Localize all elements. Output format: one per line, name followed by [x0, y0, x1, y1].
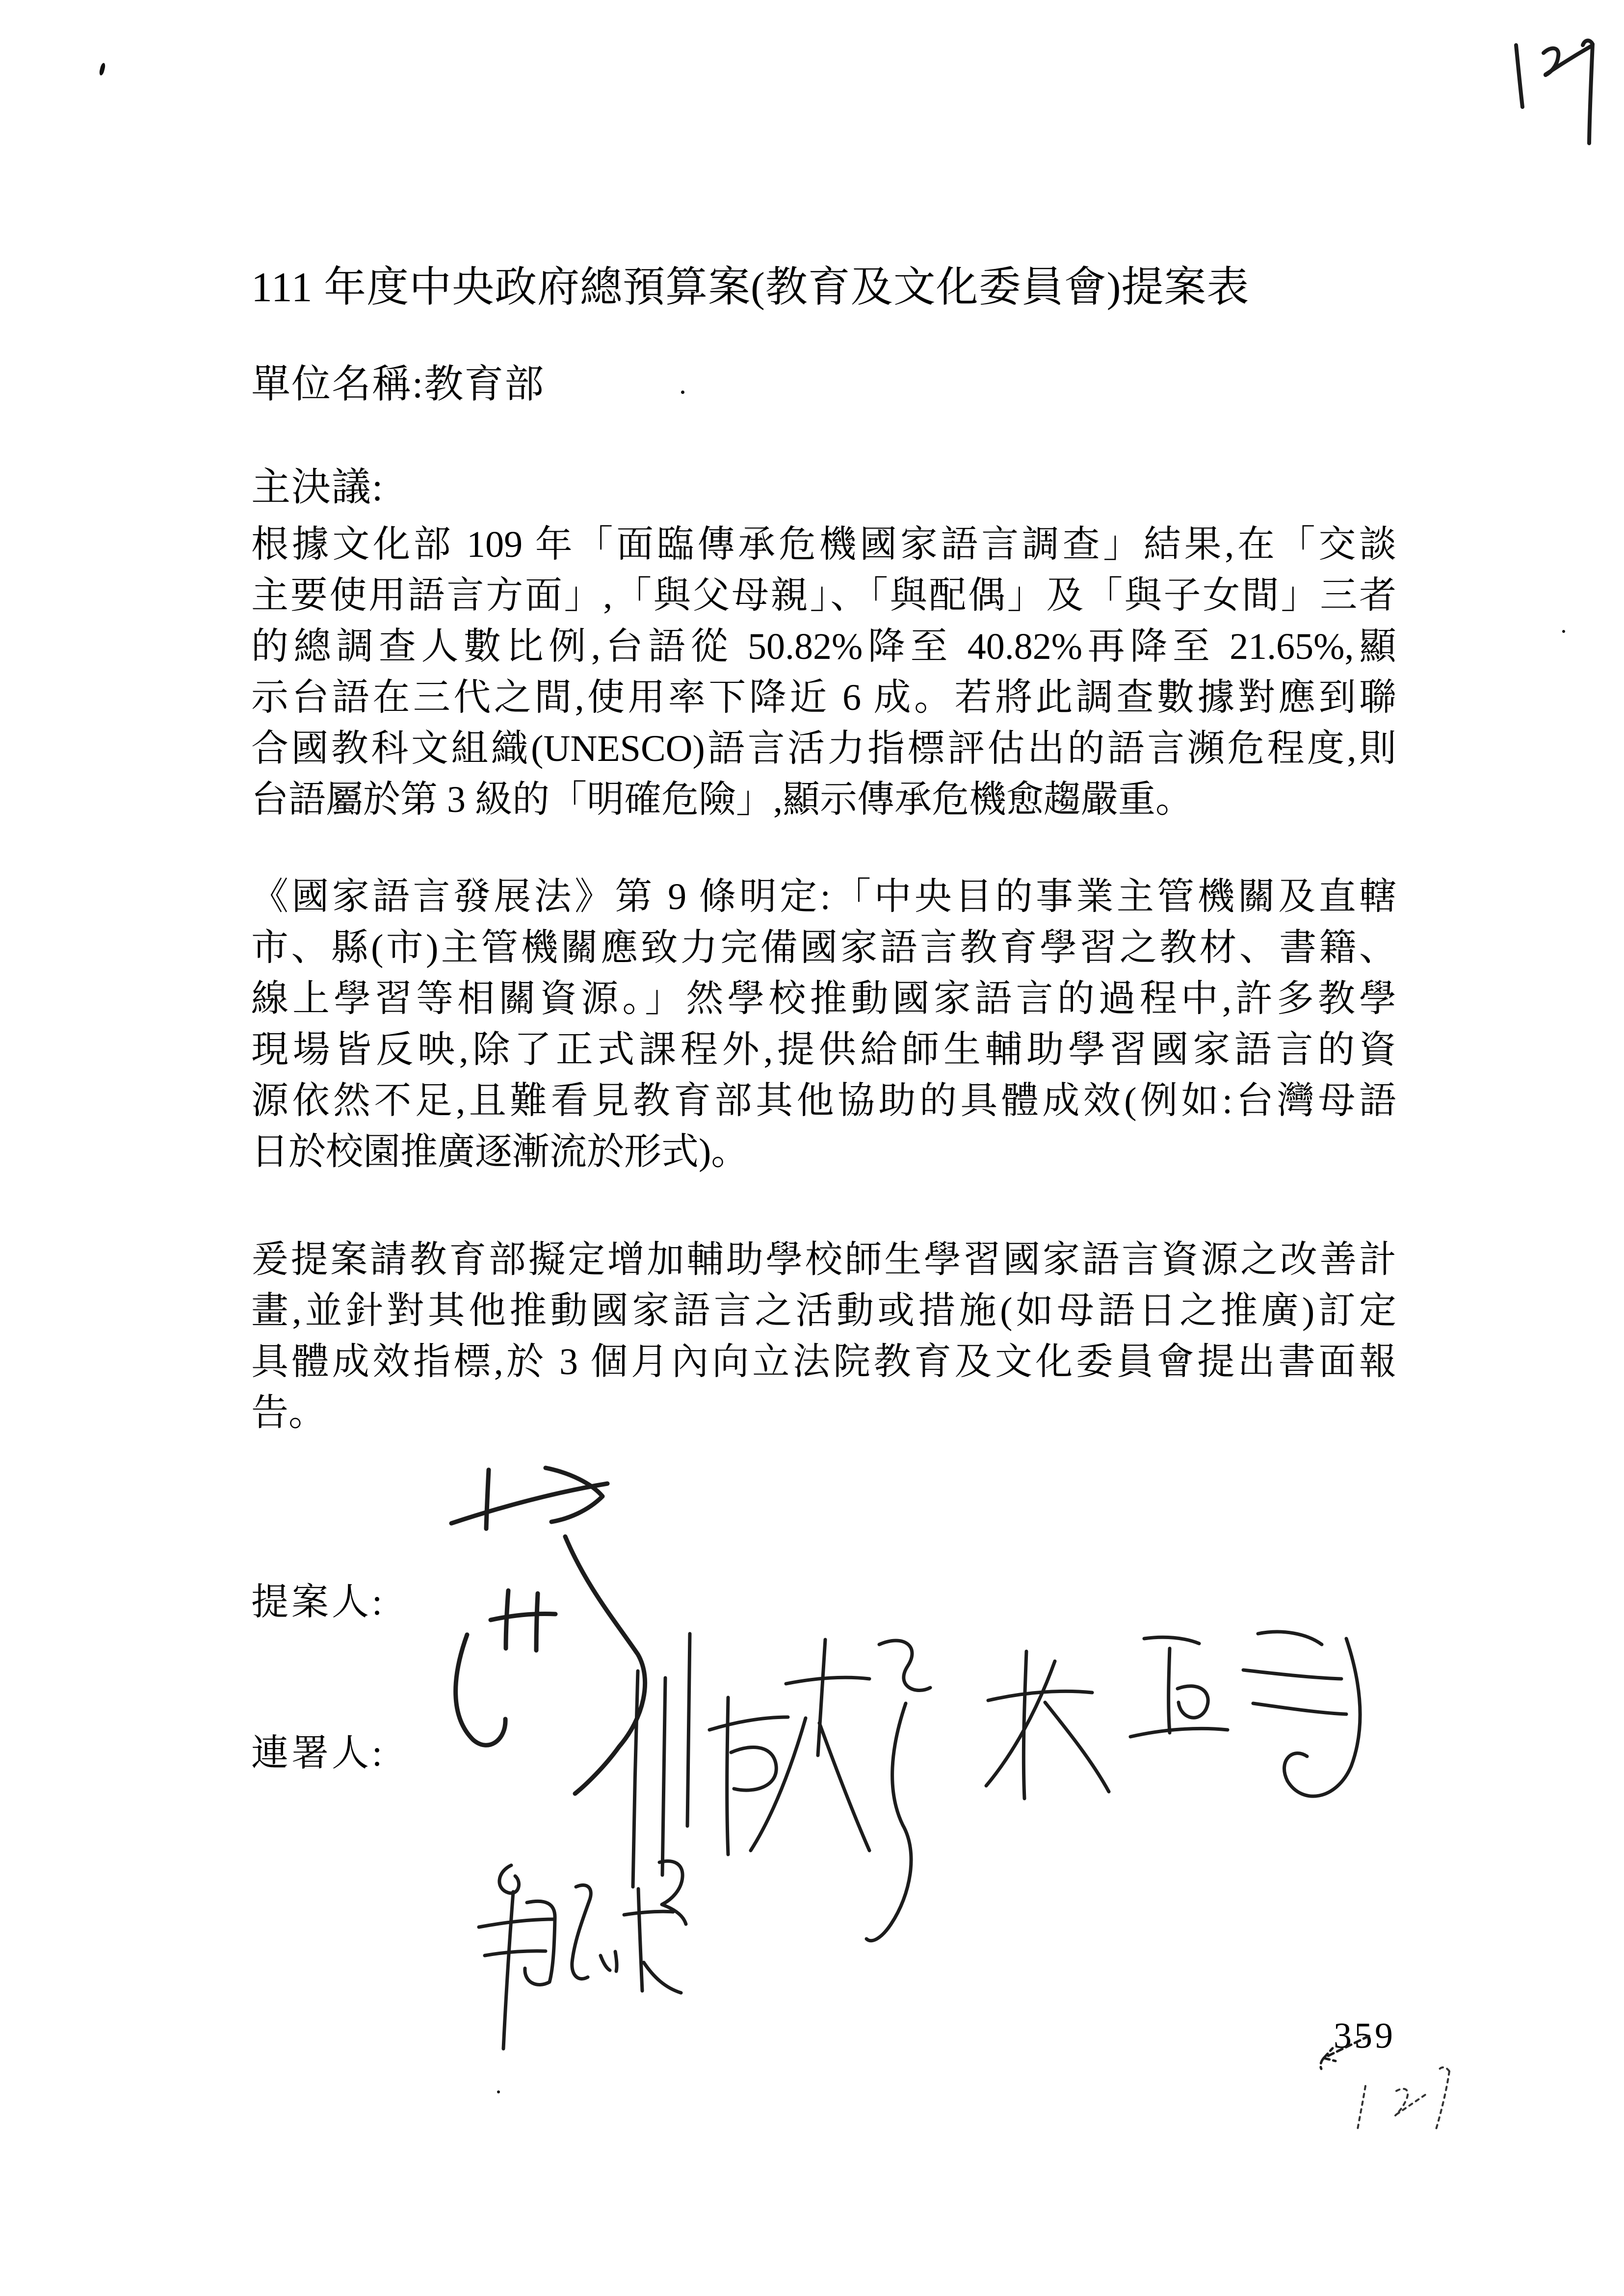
paragraph-line: 台語屬於第 3 級的「明確危險」,顯示傳承危機愈趨嚴重。 [251, 779, 1193, 820]
stroke [1324, 2058, 1336, 2061]
stroke [491, 1614, 555, 1620]
stroke [633, 1671, 638, 1887]
paragraph-line: 合國教科文組織(UNESCO)語言活力指標評估出的語言瀕危程度,則 [251, 728, 1396, 769]
cosigner-signature-1 [633, 1634, 930, 1941]
paragraph-line: 日於校園推廣逐漸流於形式)。 [251, 1131, 749, 1173]
stroke [751, 1718, 806, 1851]
stroke [1321, 2058, 1324, 2069]
stroke [546, 1468, 602, 1522]
stroke [503, 1892, 513, 2049]
paragraph-line: 具體成效指標,於 3 個月內向立法院教育及文化委員會提出書面報 [251, 1341, 1396, 1383]
stroke [456, 1635, 505, 1745]
paragraph-line: 線上學習等相關資源。」然學校推動國家語言的過程中,許多教學 [251, 978, 1396, 1019]
paragraph-line: 告。 [251, 1392, 326, 1434]
handwritten-page-number-bottom [1358, 2067, 1449, 2129]
stroke [727, 1697, 728, 1854]
stroke [1023, 1651, 1026, 1799]
scan-speck [1562, 630, 1565, 633]
stroke [731, 1747, 776, 1790]
stroke [1589, 44, 1593, 143]
stroke [615, 1952, 617, 1971]
stroke [1253, 1703, 1346, 1714]
stroke [1144, 1637, 1199, 1644]
stroke [1243, 1670, 1341, 1679]
stroke [1396, 2092, 1429, 2114]
scan-speck [497, 2090, 500, 2093]
stroke [499, 1865, 519, 1893]
stroke [1544, 48, 1558, 75]
stroke [879, 1641, 930, 1691]
resolution-paragraph-2 [251, 871, 1396, 1177]
unit-name-line: 單位名稱:教育部 [251, 363, 545, 406]
paragraph-line: 爰提案請教育部擬定增加輔助學校師生學習國家語言資源之改善計 [251, 1239, 1396, 1280]
stroke [451, 1484, 607, 1523]
scan-speck [99, 62, 106, 76]
stroke [1438, 2067, 1449, 2072]
cosigner-signature-3 [479, 1861, 686, 2049]
stroke [638, 1889, 642, 1991]
stroke [1169, 1648, 1170, 1733]
resolution-paragraph-3 [251, 1234, 1396, 1438]
stroke [486, 1470, 489, 1529]
stroke [1178, 1686, 1208, 1718]
stroke [1583, 41, 1593, 45]
printed-page-number: 359 [1334, 2016, 1395, 2056]
paragraph-line: 《國家語言發展法》第 9 條明定:「中央目的事業主管機關及直轄 [251, 876, 1396, 917]
stroke [1284, 1639, 1361, 1796]
stroke [644, 1962, 681, 1993]
paragraph-line: 示台語在三代之間,使用率下降近 6 成。若將此調查數據對應到聯 [251, 677, 1396, 718]
stroke [536, 1593, 538, 1650]
stroke [986, 1661, 1055, 1786]
main-resolution-heading: 主決議: [251, 466, 384, 509]
stroke [988, 1691, 1092, 1700]
stroke [1516, 45, 1522, 107]
stroke [565, 1537, 645, 1794]
resolution-paragraph-1 [251, 519, 1396, 825]
stroke [819, 1723, 869, 1851]
stroke [1258, 1632, 1322, 1644]
stroke [662, 1678, 665, 1875]
stroke [786, 1677, 869, 1684]
paragraph-line: 畫,並針對其他推動國家語言之活動或措施(如母語日之推廣)訂定 [251, 1290, 1396, 1331]
stroke [479, 1919, 554, 1927]
stroke [1395, 2089, 1408, 2115]
paragraph-line: 源依然不足,且難看見教育部其他協助的具體成效(例如:台灣母語 [251, 1080, 1396, 1122]
stroke [1324, 2048, 1333, 2058]
paragraph-line: 的總調查人數比例,台語從 50.82%降至 40.82%再降至 21.65%,顯 [251, 626, 1396, 667]
stroke [624, 1911, 673, 1915]
stroke [1545, 46, 1591, 75]
stroke [687, 1634, 690, 1826]
cosigner-signature-2 [986, 1632, 1360, 1799]
proposer-label: 提案人: [251, 1582, 386, 1623]
stroke [525, 1901, 555, 1984]
paragraph-line: 市、縣(市)主管機關應致力完備國家語言教育學習之教材、書籍、 [251, 927, 1396, 968]
stroke [485, 1951, 546, 1956]
stroke [506, 1591, 508, 1648]
stroke [572, 1885, 591, 1979]
stroke [1130, 1728, 1228, 1737]
document-title: 111 年度中央政府總預算案(教育及文化委員會)提案表 [251, 263, 1250, 311]
stroke [709, 1717, 788, 1730]
proposer-signature [451, 1468, 645, 1794]
scan-speck [681, 391, 684, 394]
stroke [1358, 2086, 1365, 2129]
stroke [1436, 2071, 1449, 2129]
stroke [1045, 1702, 1109, 1792]
stroke [866, 1703, 911, 1941]
stroke [818, 1640, 825, 1755]
paragraph-line: 根據文化部 109 年「面臨傳承危機國家語言調查」結果,在「交談 [251, 524, 1396, 565]
handwritten-page-number-top [1516, 41, 1593, 143]
stroke [601, 1956, 610, 1970]
paragraph-line: 主要使用語言方面」,「與父母親」、「與配偶」及「與子女間」三者 [251, 575, 1396, 616]
stroke [659, 1861, 686, 1924]
paragraph-line: 現場皆反映,除了正式課程外,提供給師生輔助學習國家語言的資 [251, 1029, 1396, 1070]
cosigner-label: 連署人: [251, 1733, 386, 1774]
